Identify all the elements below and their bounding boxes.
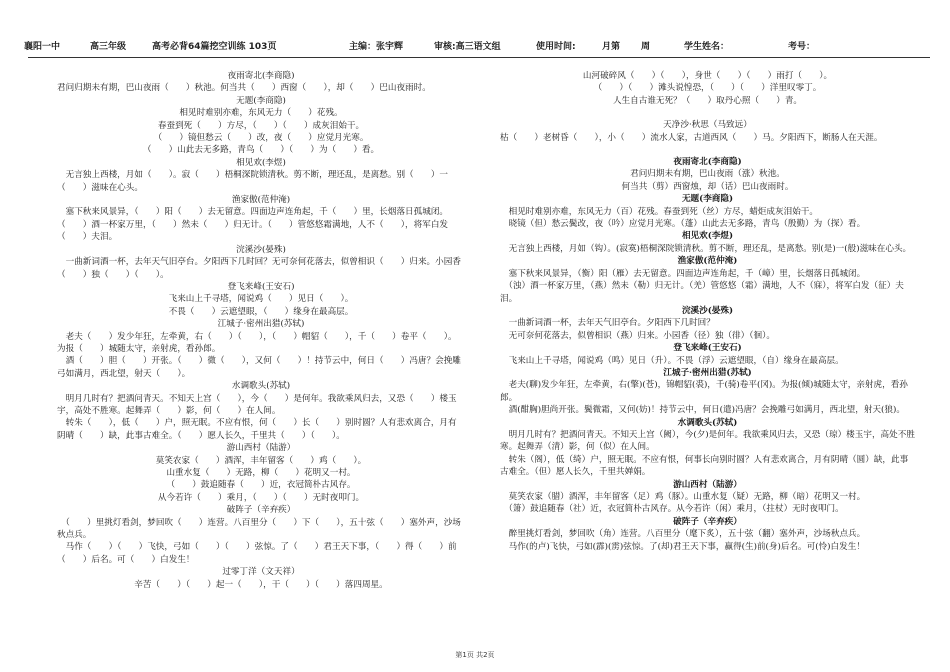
text-line: 无言独上西楼，月如（ ）。寂（ ）梧桐深院锁清秋。剪不断，理还乱，是离愁。别（ ）一（ ）滋味在心头。 <box>57 170 449 193</box>
text-line: 一曲新词酒一杯，去年天气旧亭台。夕阳西下几时回？无可奈何花落去，似曾相识（ ）归来。小园香（ ）独（ ）（ ）。 <box>57 257 461 280</box>
poem-title: 相见欢(李煜) <box>681 231 734 242</box>
text-line: 马作(的卢)飞快，弓如(霹)(雳)弦惊。了(却)君王天下事，赢得(生)前(身)后名。可(怜)白发生！ <box>500 541 865 552</box>
text-line: 相见时难别亦难，东风无力（ ）花残。 <box>179 108 343 119</box>
text-line: 相见时难别亦难，东风无力（百）花残。春蚕到死（丝）方尽，蜡炬成灰泪始干。 <box>500 206 818 217</box>
text-line: （ ）镜但愁云（ ）改，夜（ ）应觉月光寒。 <box>153 133 369 144</box>
document-title: 高考必背64篇挖空训练 103页 <box>152 42 277 52</box>
poem-title: 相见欢(李煜) <box>236 157 286 168</box>
text-line: （ ）鼓追随春（ ）近，衣冠简朴古风存。 <box>166 480 356 491</box>
text-line: 明月几时有？把酒问青天。不知天上宫（ ），今（ ）是何年。我欲乘风归去，又恐（ ）楼玉宇，高处不胜寒。起舞弄（ ）影，何（ ）在人间。 <box>57 393 457 416</box>
text-line: 何当共（剪）西窗烛，却（话）巴山夜雨时。 <box>621 181 794 192</box>
text-line: 马作（ ）（ ）飞快，弓如（ ）（ ）弦惊。了（ ）君王天下事，（ ）得（ ）前（ ）后名。可（ ）白发生！ <box>57 542 457 565</box>
text-line: 转朱（阁），低（绮）户，照无眠。不应有恨，何事长向别时圆？人有悲欢离合，月有阴晴（圆）缺，此事古难全。（但）愿人长久，千里共婵娟。 <box>500 454 909 478</box>
poem-title: 游山西村（陆游） <box>226 443 296 454</box>
poem-title: 天净沙·秋思（马致远） <box>663 120 752 131</box>
text-line: 无可奈何花落去，似曾相识（燕）归来。小园香（径）独（徘）（徊）。 <box>500 330 775 341</box>
text-line: 君问归期未有期，巴山夜雨（涨）秋池。 <box>630 169 785 180</box>
poem-title: 水调歌头(苏轼) <box>677 417 738 428</box>
text-line: 晓镜（但）愁云鬓改，夜（吟）应觉月光寒。（蓬）山此去无多路，青鸟（殷勤）为（探）看。 <box>500 219 866 230</box>
text-line: 不畏（ ）云遮望眼，（ ）缘身在最高层。 <box>168 306 354 317</box>
text-line: 枯（ ）老树昏（ ），小（ ）流水人家，古道西风（ ）马。夕阳西下，断肠人在天涯。 <box>500 132 883 143</box>
poem-title: 渔家傲(范仲淹) <box>231 195 291 206</box>
poem-title: 破阵子（辛弃疾） <box>226 505 296 516</box>
poem-title: 渔家傲(范仲淹) <box>677 256 738 267</box>
text-line: 山重水复（ ）无路，柳（ ）花明又一村。 <box>166 468 356 478</box>
text-line: 人生自古谁无死？（ ）取丹心照（ ）青。 <box>612 95 803 106</box>
poem-title: 无题(李商隐) <box>681 194 734 205</box>
poem-title: 水调歌头(苏轼) <box>231 381 291 392</box>
poem-title: 登飞来峰(王安石) <box>673 343 742 354</box>
text-line: 塞下秋来风景异，（衡）阳（雁）去无留意。四面边声连角起，千（嶂）里，长烟落日孤城闭。 <box>500 268 866 279</box>
poem-title: 浣溪沙(晏殊) <box>681 305 734 316</box>
month-label: 月第 <box>602 42 621 52</box>
text-line: 莫笑农家（腊）酒浑，丰年留客（足）鸡（豚）。山重水复（疑）无路，柳（暗）花明又一村。 <box>500 492 866 502</box>
spacer <box>500 144 915 156</box>
left-column <box>57 70 465 591</box>
text-line: 酒（ ）胆（ ）开张。（ ）微（ ），又何（ ）！持节云中，何日（ ）冯唐？会挽雕弓如满月，西北望，射天（ ）。 <box>57 356 461 379</box>
grade-label: 高三年级 <box>90 42 127 52</box>
poem-title: 破阵子（辛弃疾） <box>673 516 742 527</box>
text-line: 从今若许（ ）乘月，（ ）（ ）无时夜叩门。 <box>157 492 365 503</box>
text-line: 一曲新词酒一杯，去年天气旧亭台。夕阳西下几时回？ <box>500 318 715 329</box>
editor-label: 主编：张宇辉 <box>349 42 404 52</box>
text-line: 飞来山上千寻塔，闻说鸡（鸣）见日（升）。不畏（浮）云遮望眼，（自）缘身在最高层。 <box>500 355 844 366</box>
student-name-label: 学生姓名： <box>684 42 730 52</box>
use-time-label: 使用时间: <box>536 42 576 52</box>
text-line: 辛苦（ ）（ ）起一（ ），干（ ）（ ）落四周星。 <box>134 579 388 590</box>
text-line: （ ）（ ）滩头说惶恐，（ ）（ ）洋里叹零丁。 <box>593 83 822 94</box>
text-line: 莫笑农家（ ）酒浑，丰年留客（ ）鸡（ ）。 <box>155 455 367 466</box>
poem-title: 登飞来峰(王安石) <box>227 281 295 292</box>
right-column <box>500 70 915 553</box>
text-line: （浊）酒一杯家万里，（燕）然未（勒）归无计。（羌）管悠悠（霜）满地，人不（寐），将军白发（征）夫泪。 <box>500 281 904 304</box>
poem-title: 夜雨寄北(李商隐) <box>227 71 295 81</box>
page-footer: 第1页 共2页 <box>455 651 495 659</box>
text-line: 醉里挑灯看剑，梦回吹（角）连营。八百里分（麾下炙），五十弦（翻）塞外声，沙场秋点兵。 <box>500 529 866 540</box>
spacer <box>500 107 915 119</box>
poem-title: 夜雨寄北(李商隐) <box>673 157 742 168</box>
exam-number-label: 考号： <box>788 42 816 52</box>
text-line: （ ）山此去无多路，青鸟（ ）（ ）为（ ）看。 <box>142 145 380 156</box>
school-name: 襄阳一中 <box>24 42 61 52</box>
poem-title: 游山西村（陆游） <box>673 479 742 490</box>
page-header <box>24 37 929 55</box>
poem-title: 无题(李商隐) <box>236 95 286 106</box>
text-line: 老夫(聊)发少年狂，左牵黄，右(擎)(苍)，锦帽貂(裘)，千(骑)卷平(冈)。为报(倾)城随太守，亲射虎，看孙郎。 <box>500 380 908 403</box>
week-label: 周 <box>641 42 651 52</box>
reviewer-label: 审核:高三语文组 <box>434 42 501 52</box>
poem-title: 江城子·密州出猎(苏轼) <box>663 367 752 378</box>
text-line: 酒(酣胸)胆尚开张。鬓微霜，又何(妨)！持节云中，何日(遣)冯唐？会挽雕弓如满月，西北望，射天(狼)。 <box>500 405 905 416</box>
poem-title: 浣溪沙(晏殊) <box>236 244 286 255</box>
text-line: 老夫（ ）发少年狂，左牵黄，右（ ）（ ），（ ）帽貂（ ），千（ ）卷平（ ）。为报（ ）城随太守，亲射虎，看孙郎。 <box>57 331 457 354</box>
text-line: 无言独上西楼，月如（钩）。(寂寞)梧桐深院锁清秋。剪不断，理还乱，是离愁。别(是)一(般)滋味在心头。 <box>500 243 912 254</box>
text-line: 飞来山上千寻塔，闻说鸡（ ）见日（ ）。 <box>168 294 354 305</box>
text-line: 转朱（ ），低（ ）户，照无眠。不应有恨，何（ ）长（ ）别时圆？人有悲欢离合，月有阴晴（ ）缺，此事古难全。（ ）愿人长久，千里共（ ）（ ）。 <box>57 418 457 441</box>
poem-title: 过零丁洋（文天祥） <box>222 567 300 578</box>
header-divider <box>28 57 930 58</box>
text-line: 春蚕到死（ ）方尽，（ ）（ ）成灰泪始干。 <box>157 120 365 131</box>
text-line: 明月几时有？把酒问青天。不知天上宫（阙），今(夕)是何年。我欲乘风归去，又恐（琼）楼玉宇，高处不胜寒。起舞弄（清）影，何（似）在人间。 <box>500 429 915 453</box>
text-line: 塞下秋来风景异，（ ）阳（ ）去无留意。四面边声连角起，千（ ）里，长烟落日孤城闭。 <box>57 207 449 218</box>
text-line: （ ）里挑灯看剑，梦回吹（ ）连营。八百里分（ ）下（ ），五十弦（ ）塞外声，沙场秋点兵。 <box>57 517 461 541</box>
poem-title: 江城子·密州出猎(苏轼) <box>217 319 305 330</box>
text-line: （ ）酒一杯家万里，（ ）然未（ ）归无计。（ ）管悠悠霜满地，人不（ ），将军白发（ ）夫泪。 <box>57 219 449 243</box>
text-line: （箫）鼓追随春（社）近，衣冠简朴古风存。从今若许（闲）乘月，（拄杖）无时夜叩门。 <box>500 504 844 515</box>
text-line: 君问归期未有期，巴山夜雨（ ）秋池。何当共（ ）西窗（ ），却（ ）巴山夜雨时。 <box>57 83 431 94</box>
text-line: 山河破碎风（ ）（ ），身世（ ）（ ）雨打（ ）。 <box>582 71 833 81</box>
